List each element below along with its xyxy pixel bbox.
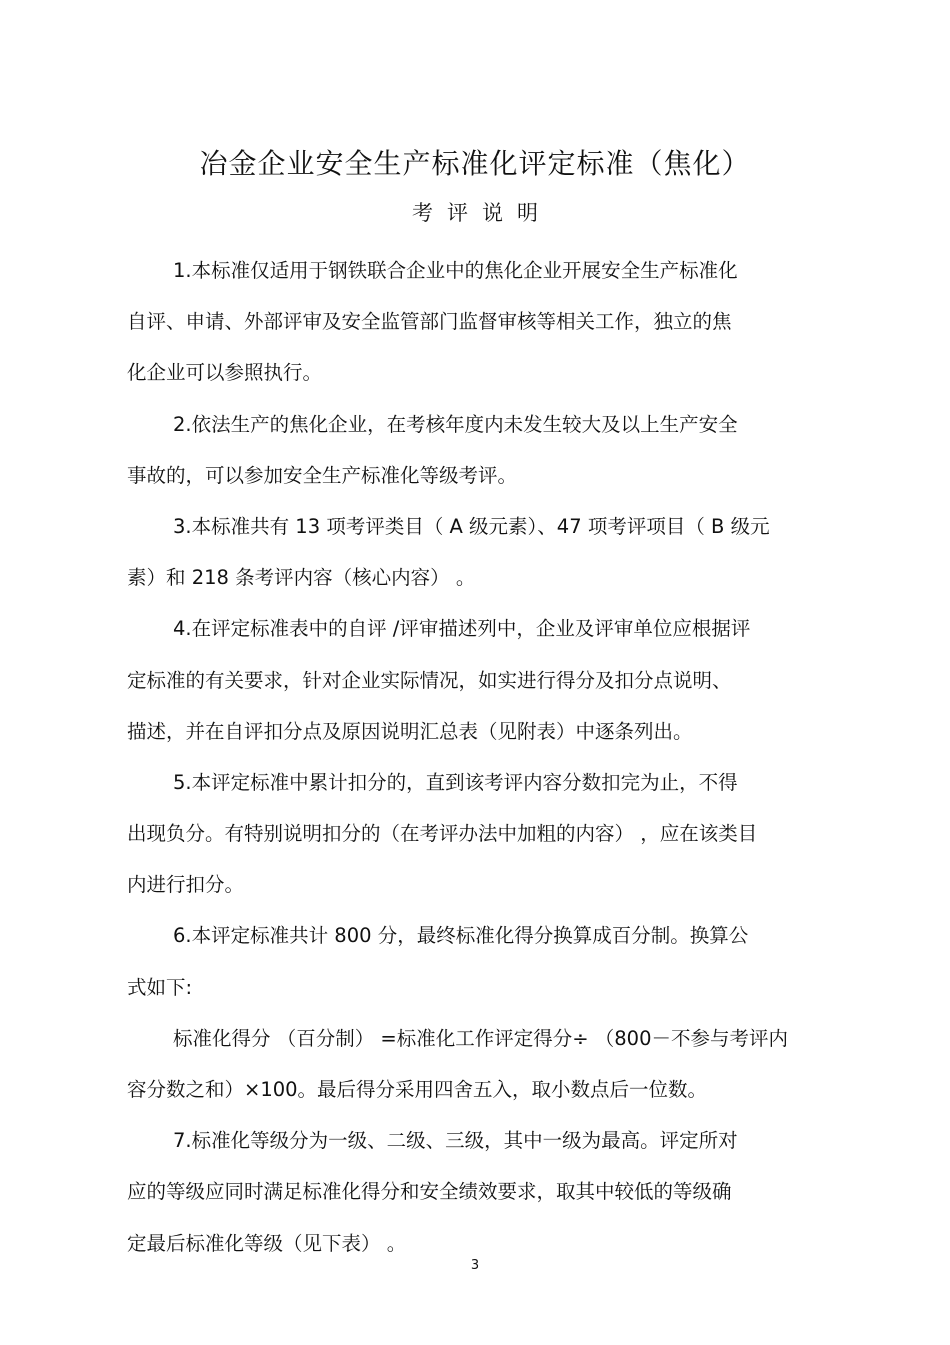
text-line: 式如下: bbox=[127, 975, 193, 999]
text-line: 6.本评定标准共计 800 分，最终标准化得分换算成百分制。换算公 bbox=[173, 924, 749, 948]
document-title: 冶金企业安全生产标准化评定标准（焦化） bbox=[199, 147, 751, 180]
text-line: 内进行扣分。 bbox=[127, 873, 245, 897]
text-line: 标准化得分 （百分制） =标准化工作评定得分÷ （800－不参与考评内 bbox=[173, 1026, 788, 1050]
text-line: 描述，并在自评扣分点及原因说明汇总表（见附表）中逐条列出。 bbox=[127, 719, 693, 743]
text-line: 定标准的有关要求，针对企业实际情况，如实进行得分及扣分点说明、 bbox=[127, 668, 732, 692]
paragraph-2 bbox=[127, 399, 827, 501]
body-text bbox=[127, 245, 827, 1269]
text-line: 1.本标准仅适用于钢铁联合企业中的焦化企业开展安全生产标准化 bbox=[173, 259, 738, 282]
text-line: 2.依法生产的焦化企业，在考核年度内未发生较大及以上生产安全 bbox=[173, 412, 738, 436]
paragraph-3 bbox=[127, 501, 827, 603]
text-line: 应的等级应同时满足标准化得分和安全绩效要求，取其中较低的等级确 bbox=[127, 1180, 732, 1204]
section-heading: 考评说明 bbox=[412, 201, 552, 225]
text-line: 3.本标准共有 13 项考评类目（ A 级元素）、47 项考评项目（ B 级元 bbox=[173, 514, 770, 538]
paragraph-4 bbox=[127, 603, 827, 757]
page-number: 3 bbox=[470, 1258, 480, 1273]
text-line: 自评、申请、外部评审及安全监管部门监督审核等相关工作，独立的焦 bbox=[127, 310, 732, 334]
text-line: 容分数之和）×100。最后得分采用四舍五入，取小数点后一位数。 bbox=[127, 1078, 708, 1101]
formula-paragraph bbox=[127, 1013, 827, 1115]
paragraph-6 bbox=[127, 910, 827, 1012]
paragraph-5 bbox=[127, 757, 827, 911]
text-line: 素）和 218 条考评内容（核心内容） 。 bbox=[127, 566, 476, 590]
paragraph-1 bbox=[127, 245, 827, 399]
text-line: 化企业可以参照执行。 bbox=[127, 361, 323, 385]
text-line: 事故的，可以参加安全生产标准化等级考评。 bbox=[127, 463, 518, 487]
text-line: 5.本评定标准中累计扣分的，直到该考评内容分数扣完为止，不得 bbox=[173, 770, 738, 794]
text-line: 7.标准化等级分为一级、二级、三级，其中一级为最高。评定所对 bbox=[173, 1129, 738, 1153]
paragraph-7 bbox=[127, 1115, 827, 1269]
text-line: 定最后标准化等级（见下表） 。 bbox=[127, 1231, 407, 1255]
text-line: 出现负分。有特别说明扣分的（在考评办法中加粗的内容） ，应在该类目 bbox=[127, 822, 758, 846]
text-line: 4.在评定标准表中的自评 /评审描述列中，企业及评审单位应根据评 bbox=[173, 617, 751, 641]
